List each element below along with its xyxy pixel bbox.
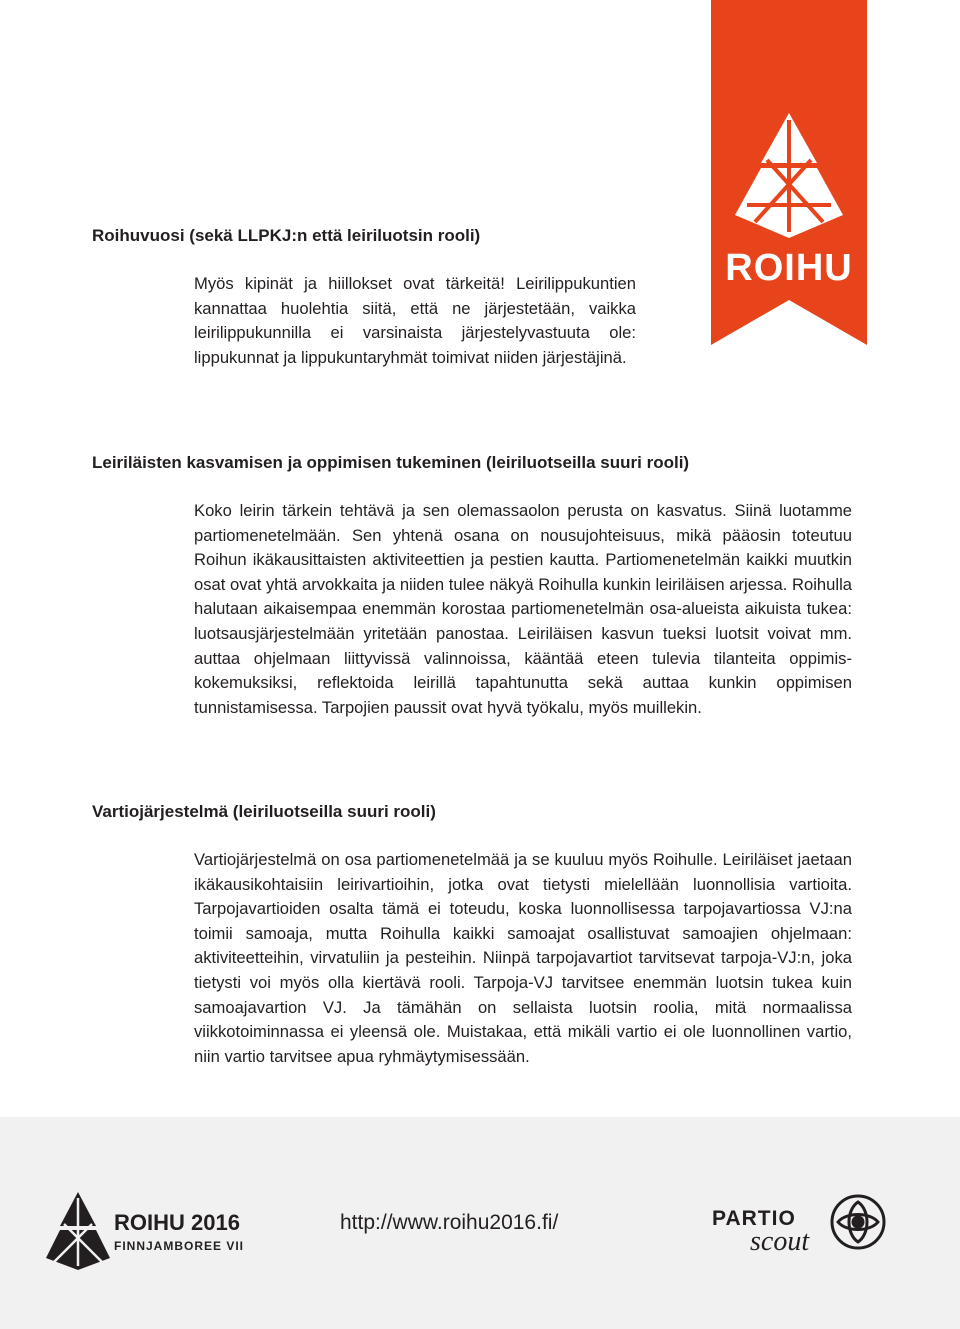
section-body-vartiojarjestelma: Vartiojärjestelmä on osa partiomenetelmää ja se kuuluu myös Roihulle. Leiriläiset jaetaan ikäkausikohtaisiin leirivartioihin, jotka ovat tietysti mielellään luonnollisia vartioita. Tarpojavartioiden osalta tämä ei toteudu, koska luonnollisessa tarpojavartiossa VJ:na toimii samoaja, mutta Roihulla kaikki samoajat osallistuvat samoajien ohjelmaan: aktiviteetteihin, virvatuliin ja pesteihin. Niinpä tarpojavartiot tarvitsevat tarpoja-VJ:n, joka tietysti voi myös olla kiertävä rooli. Tarpoja-VJ tarvitsee enemmän luotsin tukea kuin samoajavartion VJ. Ja tämähän on sellaista luotsin roolia, mitä normaalissa viikkotoiminnassa ei yleensä ole. Muistakaa, että mikäli vartio ei ole luonnollinen vartio, niin vartio tarvitsee apua ryhmäytymisessään. — [194, 850, 852, 1066]
banner-brand-text: ROIHU — [725, 247, 853, 289]
section-body-kasvaminen: Koko leirin tärkein tehtävä ja sen olemassaolon perusta on kasvatus. Siinä luotamme partiomenetelmään. Sen yhtenä osana on nousujohteisuus, mikä pääosin toteutuu Roihun ikäkausittaisten aktiviteettien ja pestien kautta. Partiomenetelmän kaikki muutkin osat ovat yhtä arvokkaita ja niiden tulee näkyä Roihulla kunkin leiriläisen arjessa. Roihulla halutaan aikaisempaa enemmän korostaa partiomenetelmän osa-alueista aikuista tukea: luotsausjärjestelmään yritetään panostaa. Leiriläisen kasvun tueksi luotsit voivat mm. auttaa ohjelmaan liittyvissä valinnoissa, kääntää eteen tulevia tilanteita oppimiskokemuksiksi, reflektoida leirillä tapahtunutta sekä auttaa kunkin oppimisen tunnistamisessa. Tarpojien paussit ovat hyvä työkalu, myös muillekin. — [194, 501, 852, 717]
partio-scout-logo — [712, 1188, 892, 1265]
section-heading-kasvaminen — [92, 451, 689, 475]
heading-rest: (leiriluotseilla suuri rooli) — [228, 802, 436, 821]
roihu2016-title: ROIHU 2016 — [114, 1210, 240, 1235]
roihu2016-subtitle: FINNJAMBOREE VII — [114, 1239, 245, 1253]
heading-rest: (sekä LLPKJ:n että leiriluotsin rooli) — [184, 226, 481, 245]
roihu-banner — [711, 0, 867, 345]
section-body-roihuvuosi: Myös kipinät ja hiillokset ovat tärkeitä! Leirilippukuntien kannattaa huolehtia siitä, että ne järjestetään, vaikka leirilippukunnilla ei varsinaista järjestelyvastuuta ole: lippukunnat ja lippukuntaryhmät toimivat niiden järjestäjinä. — [194, 274, 636, 367]
heading-bold: Leiriläisten kasvamisen ja oppimisen tukeminen — [92, 453, 482, 472]
heading-bold: Vartiojärjestelmä — [92, 802, 229, 821]
partio-emblem-icon — [832, 1196, 884, 1248]
scout-text: scout — [750, 1226, 810, 1257]
heading-rest: (leiriluotseilla suuri rooli) — [481, 453, 690, 472]
website-link[interactable]: http://www.roihu2016.fi/ — [340, 1211, 559, 1234]
section-heading-vartiojarjestelma — [92, 800, 436, 824]
heading-bold: Roihuvuosi — [92, 226, 185, 245]
roihu2016-logo — [46, 1190, 246, 1275]
section-heading-roihuvuosi — [92, 224, 480, 248]
partio-text: PARTIO — [712, 1207, 796, 1230]
